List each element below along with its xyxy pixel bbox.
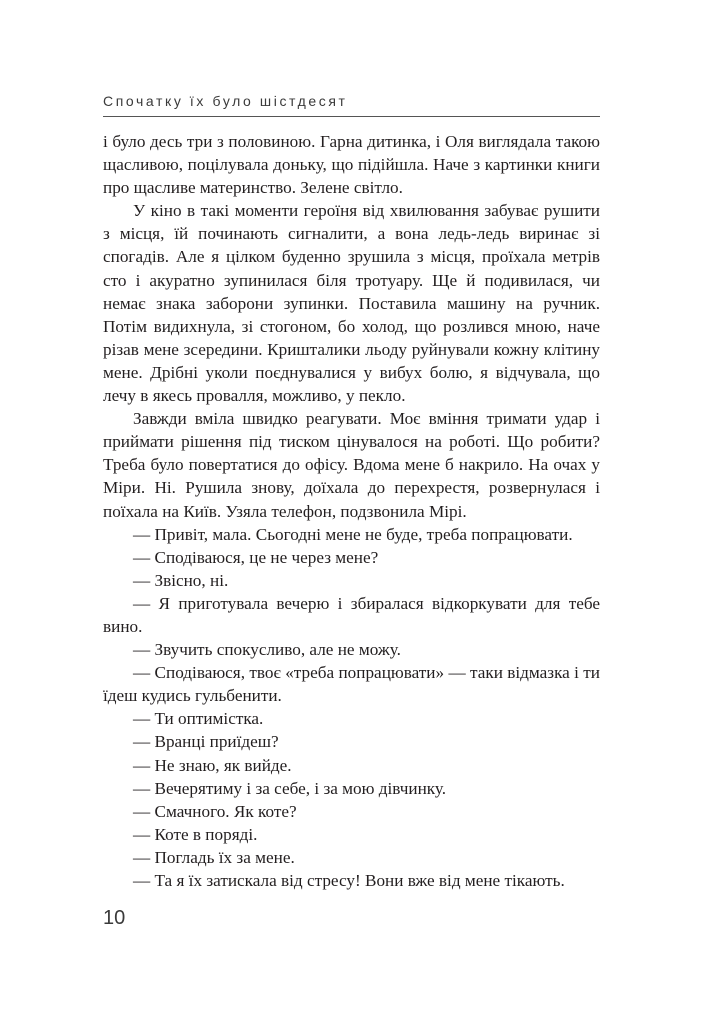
paragraph: У кіно в такі моменти героїня від хвилювання забуває рушити з місця, їй починають сигналити, а вона ледь-ледь виринає зі спогадів. Але я цілком буденно зрушила з місця, проїхала метрів сто і акуратно зупинилася біля тротуару. Ще й подивилася, чи немає знака заборони зупинки. Поставила машину на ручник. Потім видихнула, зі стогоном, бо холод, що розлився мною, наче різав мене зсередини. Кришталики льоду руйнували кожну клітину мене. Дрібні уколи поєднувалися у вибух болю, я відчувала, що лечу в якесь провалля, можливо, у пекло. xyxy=(103,201,600,406)
dialogue-line: — Звучить спокусливо, але не можу. xyxy=(133,640,401,660)
dialogue-line: — Сподіваюся, це не через мене? xyxy=(133,547,379,567)
dialogue-line: — Не знаю, як вийде. xyxy=(133,755,292,775)
page-body xyxy=(103,130,600,892)
dialogue-line: — Смачного. Як коте? xyxy=(133,801,297,821)
running-head-title: Спочатку їх було шістдесят xyxy=(103,93,348,109)
paragraph: і було десь три з половиною. Гарна дитинка, і Оля виглядала такою щасливою, поцілувала доньку, що підійшла. Наче з картинки книги про щасливе материнство. Зелене світло. xyxy=(103,132,600,198)
dialogue-line: — Звісно, ні. xyxy=(133,570,229,590)
dialogue-line: — Ти оптимістка. xyxy=(133,709,264,729)
header-divider xyxy=(103,116,600,117)
dialogue-line: — Коте в порядi. xyxy=(133,824,258,844)
dialogue-line: — Та я їх затискала від стресу! Вони вже від мене тікають. xyxy=(133,871,565,890)
dialogue-line: — Вранці приїдеш? xyxy=(133,732,279,752)
dialogue-line: — Привіт, мала. Сьогодні мене не буде, треба попрацювати. xyxy=(133,524,573,544)
page-number: 10 xyxy=(103,907,126,929)
dialogue-line: — Я приготувала вечерю і збиралася відкоркувати для тебе вино. xyxy=(103,593,600,636)
paragraph: Завжди вміла швидко реагувати. Моє вміння тримати удар і приймати рішення під тиском цінувалося на роботі. Що робити? Треба було повертатися до офісу. Вдома мене б накрило. На очах у Міри. Ні. Рушила знову, доїхала до перехрестя, розвернулася і поїхала на Київ. Узяла телефон, подзвонила Мірі. xyxy=(103,409,600,521)
dialogue-line: — Погладь їх за мене. xyxy=(133,847,295,867)
dialogue-line: — Вечерятиму і за себе, і за мою дівчинку. xyxy=(133,778,447,798)
dialogue-line: — Сподіваюся, твоє «треба попрацювати» — таки відмазка і ти їдеш кудись гульбенити. xyxy=(103,663,600,706)
